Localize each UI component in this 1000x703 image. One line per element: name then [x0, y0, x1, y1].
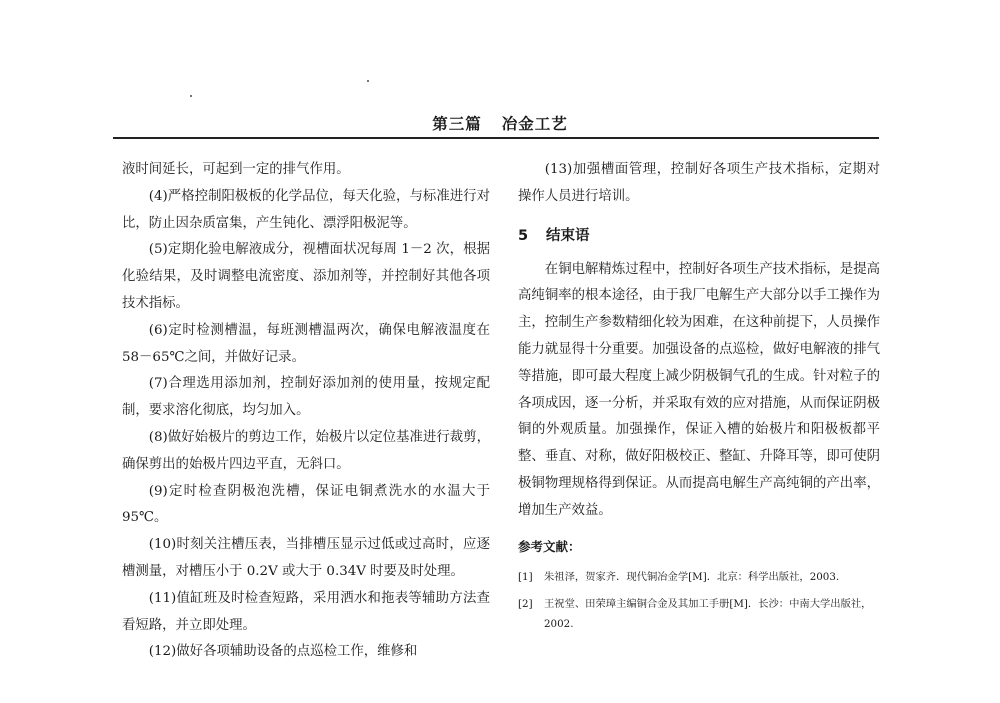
paragraph: (10)时刻关注槽压表，当排槽压显示过低或过高时，应逐槽测量，对槽压小于 0.2V 或大于 0.34V 时要及时处理。 [122, 537, 490, 579]
paragraph: (9)定时检查阴极泡洗槽，保证电铜煮洗水的水温大于 95℃。 [122, 483, 490, 526]
section-heading [518, 223, 880, 249]
section-title: 结束语 [546, 227, 590, 244]
paragraph: (6)定时检测槽温，每班测槽温两次，确保电解液温度在 58－65℃之间，并做好记录。 [122, 322, 490, 365]
right-column [518, 157, 880, 641]
paragraph: (7)合理选用添加剂，控制好添加剂的使用量，按规定配制，要求溶化彻底，均匀加入。 [122, 376, 490, 419]
paragraph: 液时间延长，可起到一定的排气作用。 [122, 162, 350, 177]
section-number: 5 [518, 227, 529, 244]
reference-text: 王祝堂、田荣璋主编铜合金及其加工手册[M]．长沙：中南大学出版社，2002. [544, 597, 872, 630]
paragraph: (13)加强槽面管理，控制好各项生产技术指标，定期对操作人员进行培训。 [518, 162, 880, 204]
paragraph: (5)定期化验电解液成分，视槽面状况每周 1－2 次，根据化验结果，及时调整电流密度、添加剂等，并控制好其他各项技术指标。 [122, 242, 490, 311]
reference-text: 朱祖泽，贺家齐．现代铜冶金学[M]．北京：科学出版社，2003. [544, 570, 840, 583]
paragraph: 在铜电解精炼过程中，控制好各项生产技术指标，是提高高纯铜率的根本途径，由于我厂电解生产大部分以手工操作为主，控制生产参数精细化较为困难，在这种前提下，人员操作能力就显得十分重要。加强设备的点巡检，做好电解液的排气等措施，即可最大程度上减少阴极铜气孔的生成。针对粒子的各项成因，逐一分析，并采取有效的应对措施，从而保证阴极铜的外观质量。加强操作，保证入槽的始极片和阳极板都平整、垂直、对称，做好阳极校正、整缸、升降耳等，即可使阴极铜物理规格得到保证。从而提高电解生产高纯铜的产出率，增加生产效益。 [518, 261, 880, 518]
reference-tag: [2] [518, 597, 533, 610]
reference-item [518, 567, 880, 587]
references-heading: 参考文献： [518, 538, 581, 554]
running-header [0, 112, 1000, 134]
left-column [122, 157, 490, 666]
header-title: 冶金工艺 [501, 115, 568, 133]
paragraph: (12)做好各项辅助设备的点巡检工作，维修和 [148, 644, 418, 660]
paragraph: (11)值缸班及时检查短路，采用洒水和拖表等辅助方法查看短路，并立即处理。 [122, 590, 490, 633]
header-part: 第三篇 [432, 115, 482, 133]
paragraph: (8)做好始极片的剪边工作，始极片以定位基准进行裁剪，确保剪出的始极片四边平直，无斜口。 [122, 429, 490, 472]
paragraph: (4)严格控制阳极板的化学品位，每天化验，与标准进行对比，防止因杂质富集，产生钝化、漂浮阳极泥等。 [122, 188, 490, 231]
reference-item [518, 594, 880, 634]
reference-tag: [1] [518, 570, 533, 583]
header-rule [113, 137, 879, 139]
